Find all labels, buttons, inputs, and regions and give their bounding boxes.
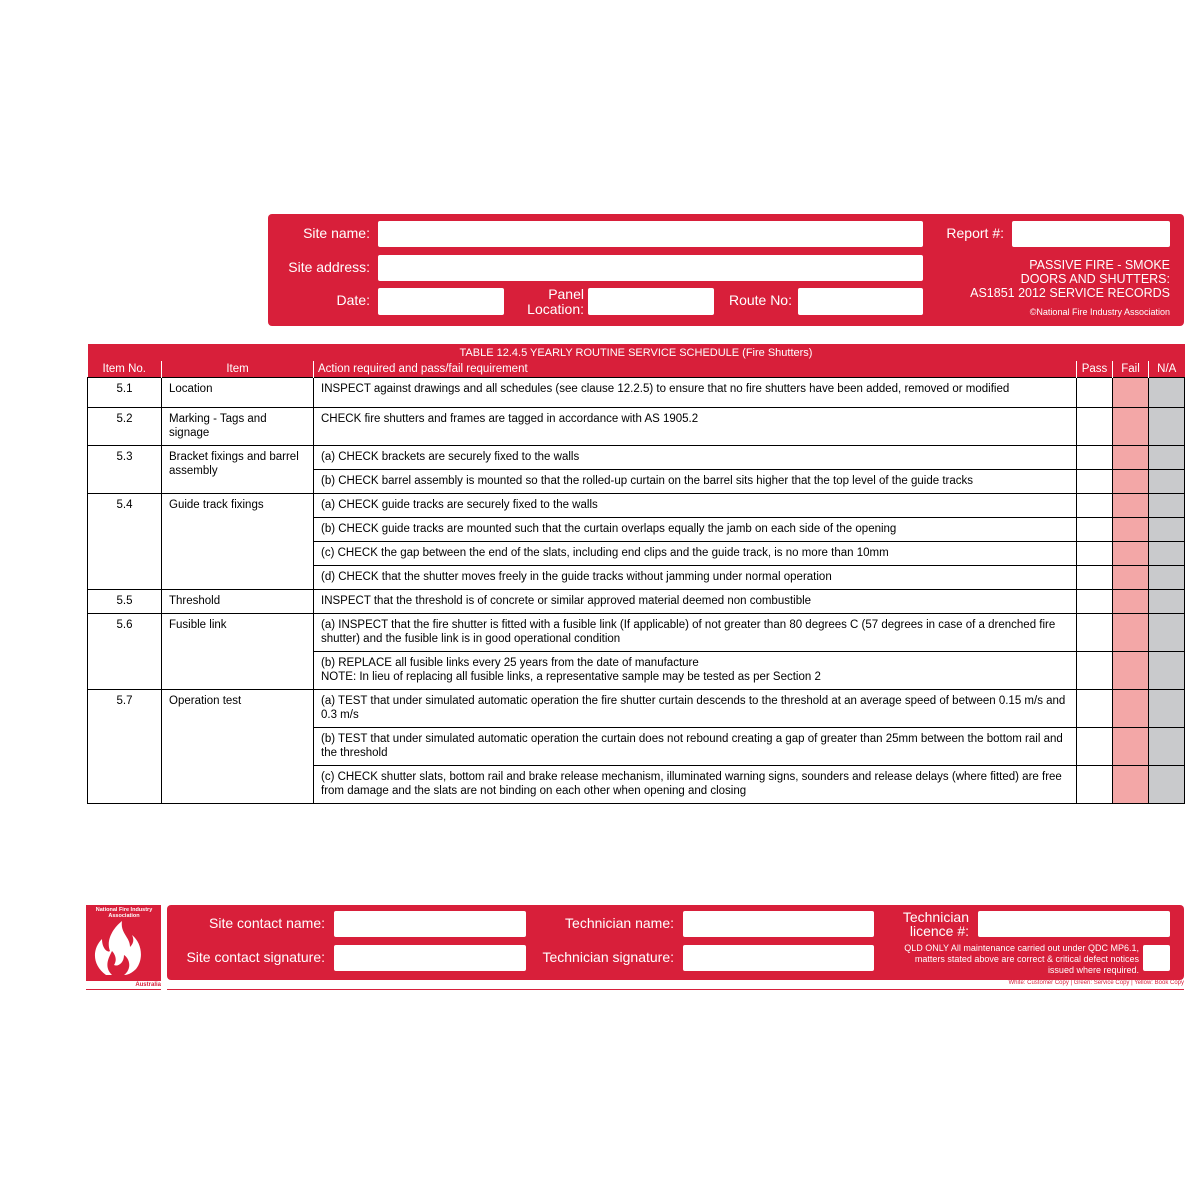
site-name-field[interactable]	[378, 221, 923, 247]
site-name-label: Site name:	[303, 225, 370, 241]
pass-checkbox[interactable]	[1077, 470, 1113, 494]
site-contact-name-label: Site contact name:	[209, 915, 325, 931]
qld-note: QLD ONLY All maintenance carried out under QDC MP6.1, matters stated above are correct & critical defect notices issued where required.	[904, 943, 1139, 975]
fail-checkbox[interactable]	[1113, 470, 1149, 494]
form-title	[910, 258, 1170, 300]
col-header-item-no: Item No.	[88, 361, 162, 378]
logo-divider	[86, 989, 161, 990]
report-number-field[interactable]	[1012, 221, 1170, 247]
table-row	[88, 690, 1185, 728]
na-checkbox[interactable]	[1149, 652, 1185, 690]
action-text: INSPECT against drawings and all schedules (see clause 12.2.5) to ensure that no fire shutters have been added, removed or modified	[314, 378, 1077, 408]
flame-icon	[86, 905, 161, 981]
na-checkbox[interactable]	[1149, 446, 1185, 470]
item-number: 5.5	[88, 590, 162, 614]
fail-checkbox[interactable]	[1113, 542, 1149, 566]
pass-checkbox[interactable]	[1077, 378, 1113, 408]
technician-licence-field[interactable]	[978, 911, 1170, 937]
table-row	[88, 408, 1185, 446]
pass-checkbox[interactable]	[1077, 766, 1113, 804]
pass-checkbox[interactable]	[1077, 590, 1113, 614]
col-header-na: N/A	[1149, 361, 1185, 378]
pass-checkbox[interactable]	[1077, 614, 1113, 652]
col-header-fail: Fail	[1113, 361, 1149, 378]
copy-distribution-note: White: Customer Copy | Green: Service Copy | Yellow: Book Copy	[1008, 980, 1184, 986]
technician-signature-field[interactable]	[683, 945, 874, 971]
route-no-field[interactable]	[798, 288, 923, 315]
item-number: 5.2	[88, 408, 162, 446]
logo-text: National Fire Industry Association	[95, 907, 153, 919]
item-number: 5.4	[88, 494, 162, 590]
site-address-field[interactable]	[378, 255, 923, 281]
na-checkbox[interactable]	[1149, 542, 1185, 566]
action-text: (c) CHECK shutter slats, bottom rail and brake release mechanism, illuminated warning signs, sounders and release delays (where fitted) are free from damage and the slats are not binding on each other when opening and closing	[314, 766, 1077, 804]
col-header-item: Item	[162, 361, 314, 378]
action-text: (a) CHECK brackets are securely fixed to the walls	[314, 446, 1077, 470]
fail-checkbox[interactable]	[1113, 446, 1149, 470]
service-schedule-table	[87, 344, 1185, 804]
copyright-notice: ©National Fire Industry Association	[1029, 307, 1170, 317]
fail-checkbox[interactable]	[1113, 518, 1149, 542]
action-text: (b) CHECK barrel assembly is mounted so that the rolled-up curtain on the barrel sits higher that the top level of the guide tracks	[314, 470, 1077, 494]
action-text: (b) CHECK guide tracks are mounted such that the curtain overlaps equally the jamb on each side of the opening	[314, 518, 1077, 542]
na-checkbox[interactable]	[1149, 518, 1185, 542]
pass-checkbox[interactable]	[1077, 494, 1113, 518]
action-text: (d) CHECK that the shutter moves freely in the guide tracks without jamming under normal operation	[314, 566, 1077, 590]
na-checkbox[interactable]	[1149, 766, 1185, 804]
item-name: Guide track fixings	[162, 494, 314, 590]
action-text: (a) INSPECT that the fire shutter is fitted with a fusible link (If applicable) of not greater than 80 degrees C (57 degrees in case of a drenched fire shutter) and the fusible link is in good operational condition	[314, 614, 1077, 652]
item-name: Threshold	[162, 590, 314, 614]
date-label: Date:	[336, 292, 370, 308]
na-checkbox[interactable]	[1149, 614, 1185, 652]
site-contact-signature-label: Site contact signature:	[186, 949, 325, 965]
pass-checkbox[interactable]	[1077, 566, 1113, 590]
fail-checkbox[interactable]	[1113, 652, 1149, 690]
signoff-panel	[167, 905, 1184, 980]
action-text	[314, 652, 1077, 690]
table-row	[88, 446, 1185, 470]
action-line: (b) REPLACE all fusible links every 25 years from the date of manufacture	[321, 657, 699, 669]
pass-checkbox[interactable]	[1077, 408, 1113, 446]
fail-checkbox[interactable]	[1113, 494, 1149, 518]
technician-name-field[interactable]	[683, 911, 874, 937]
fail-checkbox[interactable]	[1113, 408, 1149, 446]
panel-location-field[interactable]	[588, 288, 714, 315]
qld-checkbox[interactable]	[1143, 945, 1170, 971]
fail-checkbox[interactable]	[1113, 614, 1149, 652]
na-checkbox[interactable]	[1149, 690, 1185, 728]
table-row	[88, 494, 1185, 518]
fail-checkbox[interactable]	[1113, 378, 1149, 408]
action-text: (a) TEST that under simulated automatic operation the fire shutter curtain descends to the threshold at an average speed of between 0.15 m/s and 0.3 m/s	[314, 690, 1077, 728]
pass-checkbox[interactable]	[1077, 690, 1113, 728]
col-header-pass: Pass	[1077, 361, 1113, 378]
form-title-line3: AS1851 2012 SERVICE RECORDS	[970, 286, 1170, 300]
pass-checkbox[interactable]	[1077, 728, 1113, 766]
footer-divider	[167, 989, 1184, 990]
action-note: NOTE: In lieu of replacing all fusible links, a representative sample may be tested as per Section 2	[321, 671, 821, 683]
pass-checkbox[interactable]	[1077, 446, 1113, 470]
item-name: Marking - Tags and signage	[162, 408, 314, 446]
item-number: 5.3	[88, 446, 162, 494]
technician-name-label: Technician name:	[565, 915, 674, 931]
panel-location-label	[508, 287, 584, 317]
item-name: Fusible link	[162, 614, 314, 690]
fail-checkbox[interactable]	[1113, 728, 1149, 766]
form-title-line2: DOORS AND SHUTTERS:	[1020, 272, 1170, 286]
action-text: (a) CHECK guide tracks are securely fixed to the walls	[314, 494, 1077, 518]
action-text: INSPECT that the threshold is of concrete or similar approved material deemed non combustible	[314, 590, 1077, 614]
na-checkbox[interactable]	[1149, 728, 1185, 766]
na-checkbox[interactable]	[1149, 470, 1185, 494]
item-name: Location	[162, 378, 314, 408]
action-text: CHECK fire shutters and frames are tagged in accordance with AS 1905.2	[314, 408, 1077, 446]
fail-checkbox[interactable]	[1113, 690, 1149, 728]
technician-licence-label: Technician licence #:	[902, 909, 969, 939]
action-text: (b) TEST that under simulated automatic operation the curtain does not rebound creating a gap of greater than 25mm between the bottom rail and the threshold	[314, 728, 1077, 766]
date-field[interactable]	[378, 288, 504, 315]
table-title: TABLE 12.4.5 YEARLY ROUTINE SERVICE SCHEDULE (Fire Shutters)	[88, 344, 1185, 361]
form-title-line1: PASSIVE FIRE - SMOKE	[1029, 258, 1170, 272]
item-name: Bracket fixings and barrel assembly	[162, 446, 314, 494]
route-no-label: Route No:	[728, 292, 792, 308]
item-number: 5.6	[88, 614, 162, 690]
na-checkbox[interactable]	[1149, 566, 1185, 590]
technician-signature-label: Technician signature:	[542, 949, 674, 965]
logo-country: Australia	[135, 982, 161, 988]
na-checkbox[interactable]	[1149, 378, 1185, 408]
site-details-panel	[268, 214, 1184, 326]
table-row	[88, 614, 1185, 652]
fail-checkbox[interactable]	[1113, 766, 1149, 804]
panel-location-text: Panel Location:	[527, 286, 584, 317]
site-contact-signature-field[interactable]	[334, 945, 526, 971]
pass-checkbox[interactable]	[1077, 652, 1113, 690]
report-number-label: Report #:	[946, 225, 1004, 241]
pass-checkbox[interactable]	[1077, 518, 1113, 542]
pass-checkbox[interactable]	[1077, 542, 1113, 566]
item-name: Operation test	[162, 690, 314, 804]
item-number: 5.1	[88, 378, 162, 408]
fail-checkbox[interactable]	[1113, 590, 1149, 614]
na-checkbox[interactable]	[1149, 590, 1185, 614]
na-checkbox[interactable]	[1149, 408, 1185, 446]
site-address-label: Site address:	[288, 259, 370, 275]
action-text: (c) CHECK the gap between the end of the slats, including end clips and the guide track, is no more than 10mm	[314, 542, 1077, 566]
na-checkbox[interactable]	[1149, 494, 1185, 518]
item-number: 5.7	[88, 690, 162, 804]
site-contact-name-field[interactable]	[334, 911, 526, 937]
col-header-action: Action required and pass/fail requirement	[314, 361, 1077, 378]
table-row	[88, 590, 1185, 614]
fail-checkbox[interactable]	[1113, 566, 1149, 590]
nfia-logo	[86, 905, 161, 981]
table-row	[88, 378, 1185, 408]
